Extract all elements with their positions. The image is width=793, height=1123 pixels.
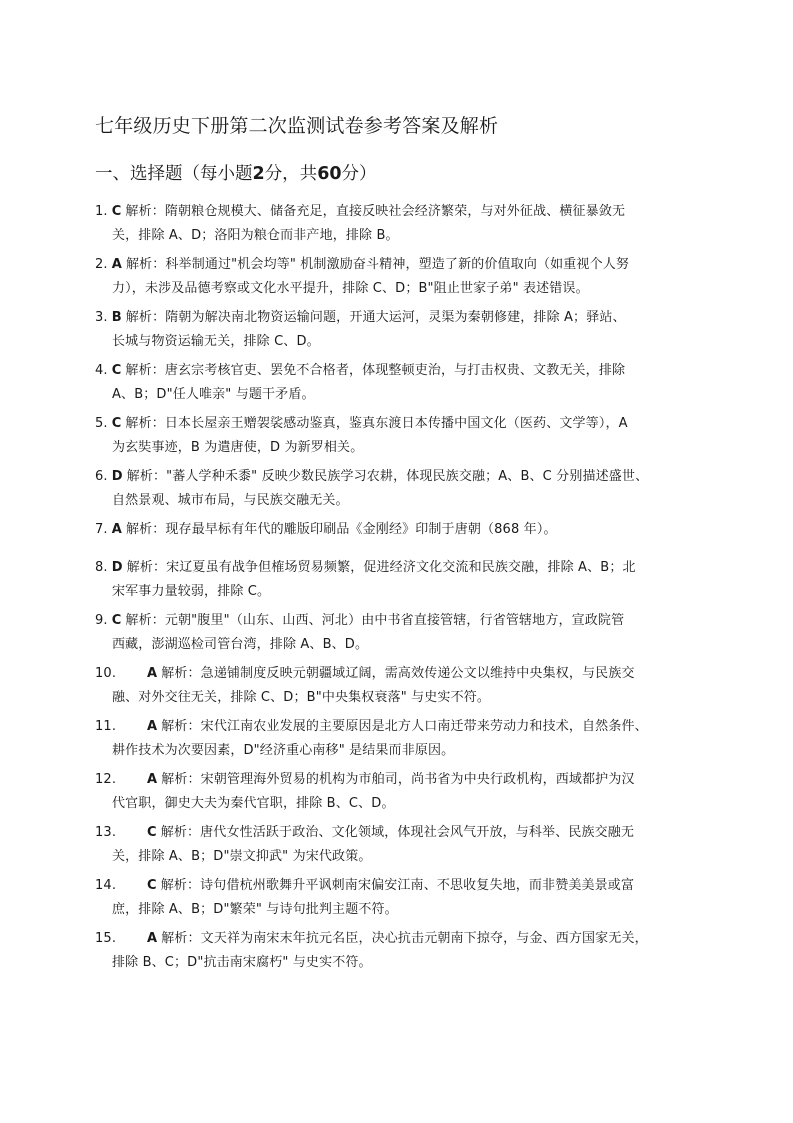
answer-letter: A: [147, 931, 158, 946]
answer-item: [95, 359, 715, 412]
answer-item: [95, 253, 715, 306]
answer-explanation-line1: 解析：元朝"腹里"（山东、山西、河北）由中书省直接管辖，行省管辖地方，宣政院管: [125, 613, 625, 628]
answer-explanation-line2: A、B；D"任人唯亲" 与题干矛盾。: [112, 387, 315, 402]
answer-explanation-line1: 解析：急递铺制度反映元朝疆域辽阔，需高效传递公文以维持中央集权，与民族交: [161, 666, 635, 681]
section-heading-middle: 分，共: [264, 164, 318, 184]
answer-explanation-line1: 解析：诗句借杭州歌舞升平讽刺南宋偏安江南、不思收复失地，而非赞美美景或富: [160, 878, 635, 893]
answer-explanation-line2: 宋军事力量较弱，排除 C。: [112, 584, 271, 599]
answer-explanation-line2: 关，排除 A、B；D"崇文抑武" 为宋代政策。: [112, 849, 372, 864]
answer-explanation-line2: 融、对外交往无关，排除 C、D；B"中央集权衰落" 与史实不符。: [112, 690, 491, 705]
answer-explanation-line1: 解析：隋朝为解决南北物资运输问题，开通大运河，灵渠为秦朝修建，排除 A；驿站、: [125, 310, 626, 325]
answer-explanation-line1: 解析：文天祥为南宋末年抗元名臣，决心抗击元朝南下掠夺，与金、西方国家无关，: [161, 931, 648, 946]
answer-explanation-line2: 长城与物资运输无关，排除 C、D。: [112, 334, 320, 349]
answer-number: 11.: [95, 719, 117, 734]
answer-number: 8.: [95, 560, 108, 575]
answer-letter: A: [111, 257, 122, 272]
answer-item: [95, 306, 715, 359]
answer-explanation-line2: 力），未涉及品德考察或文化水平提升，排除 C、D；B"阻止世家子弟" 表述错误。: [112, 281, 589, 296]
answer-letter: A: [111, 522, 122, 537]
answer-letter: A: [147, 719, 158, 734]
answer-item: [95, 662, 715, 715]
answer-item: [95, 821, 715, 874]
answer-item: [95, 412, 715, 465]
answer-item: [95, 715, 715, 768]
answer-number: 2.: [95, 257, 108, 272]
answer-item: [95, 927, 715, 980]
answer-explanation-line1: 解析：宋朝管理海外贸易的机构为市舶司，尚书省为中央行政机构，西域都护为汉: [161, 772, 635, 787]
section-points-total: 60: [317, 164, 342, 184]
answer-explanation-line2: 耕作技术为次要因素，D"经济重心南移" 是结果而非原因。: [112, 743, 455, 758]
section-heading: [95, 160, 377, 188]
answer-explanation-line2: 代官职，御史大夫为秦代官职，排除 B、C、D。: [112, 796, 395, 811]
answer-explanation-line2: 庶，排除 A、B；D"繁荣" 与诗句批判主题不符。: [112, 902, 398, 917]
answer-number: 14.: [95, 878, 117, 893]
answer-item: [95, 874, 715, 927]
answer-letter: C: [147, 825, 157, 840]
answer-explanation-line2: 为玄奘事迹，B 为遣唐使，D 为新罗相关。: [112, 440, 364, 455]
answer-number: 15.: [95, 931, 117, 946]
answer-number: 13.: [95, 825, 117, 840]
answer-letter: C: [111, 416, 122, 431]
answer-explanation-line1: 解析：宋辽夏虽有战争但榷场贸易频繁，促进经济文化交流和民族交融，排除 A、B；北: [126, 560, 636, 575]
answer-explanation-line1: 解析：宋代江南农业发展的主要原因是北方人口南迁带来劳动力和技术，自然条件、: [161, 719, 648, 734]
answer-item: [95, 768, 715, 821]
section-points-each: 2: [252, 164, 265, 184]
answer-explanation-line2: 自然景观、城市布局，与民族交融无关。: [112, 493, 349, 508]
answer-explanation-line2: 排除 B、C；D"抗击南宋腐朽" 与史实不符。: [112, 955, 372, 970]
answer-letter: A: [147, 772, 158, 787]
answer-letter: B: [111, 310, 122, 325]
answer-number: 12.: [95, 772, 117, 787]
answer-letter: D: [111, 469, 123, 484]
answer-letter: C: [111, 204, 122, 219]
answer-explanation-line1: 解析：现存最早标有年代的雕版印刷品《金刚经》印制于唐朝（868 年）。: [125, 522, 557, 537]
answer-number: 1.: [95, 204, 108, 219]
answer-explanation-line1: 解析：科举制通过"机会均等" 机制激励奋斗精神，塑造了新的价值取向（如重视个人努: [125, 257, 630, 272]
answer-item: [95, 556, 715, 609]
answer-explanation-line1: 解析：唐代女性活跃于政治、文化领域，体现社会风气开放，与科举、民族交融无: [160, 825, 635, 840]
answer-number: 7.: [95, 522, 108, 537]
section-heading-prefix: 一、选择题（每小题: [95, 164, 253, 184]
answer-explanation-line1: 解析："蕃人学种禾黍" 反映少数民族学习农耕，体现民族交融；A、B、C 分别描述盛世、: [126, 469, 649, 484]
answer-letter: C: [147, 878, 157, 893]
answer-number: 5.: [95, 416, 108, 431]
answer-item: [95, 200, 715, 253]
document-title: 七年级历史下册第二次监测试卷参考答案及解析: [95, 115, 499, 137]
answer-item: [95, 518, 715, 556]
answer-number: 3.: [95, 310, 108, 325]
answer-letter: D: [111, 560, 123, 575]
answer-letter: A: [147, 666, 158, 681]
answer-number: 4.: [95, 363, 108, 378]
answer-letter: C: [111, 363, 122, 378]
answer-explanation-line1: 解析：日本长屋亲王赠袈裟感动鉴真，鉴真东渡日本传播中国文化（医药、文学等），A: [125, 416, 628, 431]
answer-number: 6.: [95, 469, 108, 484]
answer-explanation-line2: 关，排除 A、D；洛阳为粮仓而非产地，排除 B。: [112, 228, 399, 243]
answer-letter: C: [111, 613, 122, 628]
answer-number: 9.: [95, 613, 108, 628]
answer-list: [95, 200, 715, 980]
answer-number: 10.: [95, 666, 117, 681]
answer-item: [95, 609, 715, 662]
answer-explanation-line1: 解析：唐玄宗考核官吏、罢免不合格者，体现整顿吏治，与打击权贵、文教无关，排除: [125, 363, 626, 378]
section-heading-suffix: 分）: [341, 164, 377, 184]
answer-explanation-line2: 西藏，澎湖巡检司管台湾，排除 A、B、D。: [112, 637, 369, 652]
answer-item: [95, 465, 715, 518]
answer-explanation-line1: 解析：隋朝粮仓规模大、储备充足，直接反映社会经济繁荣，与对外征战、横征暴敛无: [125, 204, 626, 219]
